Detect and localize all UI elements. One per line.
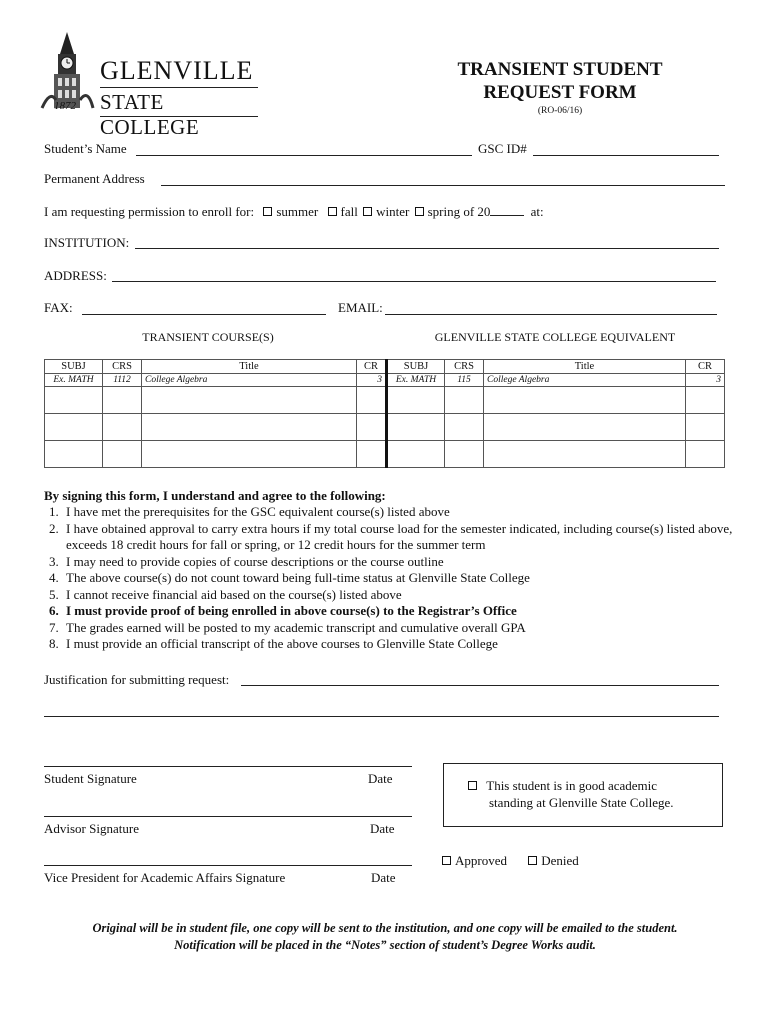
denied-label: Denied: [541, 853, 579, 868]
col-title: Title: [142, 360, 357, 374]
course-table: [44, 359, 725, 468]
logo-line1: GLENVILLE: [100, 56, 254, 85]
justification-field-2[interactable]: [44, 716, 719, 717]
list-item: 2. I have obtained approval to carry extra hours if my total course load for the semester indicated, including course(s) listed above, exceeds 18 credit hours for fall or spring, or 12 credit hours for the summer term: [62, 521, 734, 554]
fax-field[interactable]: [82, 314, 326, 315]
summer-label: summer: [276, 204, 319, 219]
footer-line2: Notification will be placed in the “Notes” section of student’s Degree Works audit.: [174, 938, 596, 952]
example-cell: 115: [445, 374, 484, 387]
fax-label: FAX:: [44, 300, 73, 315]
good-standing-checkbox[interactable]: [468, 781, 477, 790]
footer-line1: Original will be in student file, one copy will be sent to the institution, and one copy will be emailed to the student.: [92, 921, 678, 935]
title-line1: TRANSIENT STUDENT: [457, 59, 663, 80]
standing-line1: This student is in good academic: [486, 778, 658, 793]
spring-year-field[interactable]: [490, 206, 524, 216]
standing-line2: standing at Glenville State College.: [489, 795, 674, 810]
footer-note: [20, 920, 750, 954]
fall-checkbox[interactable]: [328, 207, 337, 216]
email-field[interactable]: [385, 314, 717, 315]
gsc-id-label: GSC ID#: [478, 141, 527, 156]
fall-label: fall: [340, 204, 358, 219]
student-signature-field[interactable]: [44, 766, 412, 767]
spring-label: spring of 20: [427, 204, 491, 219]
table-row[interactable]: [45, 387, 725, 414]
col-cr: CR: [357, 360, 387, 374]
list-item: 5. I cannot receive financial aid based on the course(s) listed above: [62, 587, 734, 604]
enroll-label: I am requesting permission to enroll for:: [44, 204, 255, 219]
spring-checkbox[interactable]: [415, 207, 424, 216]
student-name-label: Student’s Name: [44, 141, 127, 156]
address-field[interactable]: [112, 281, 716, 282]
student-name-field[interactable]: [136, 155, 472, 156]
at-label: at:: [530, 204, 544, 219]
title-line2: REQUEST FORM: [483, 82, 637, 103]
summer-checkbox[interactable]: [263, 207, 272, 216]
list-item: 1. I have met the prerequisites for the GSC equivalent course(s) listed above: [62, 504, 734, 521]
col-subj: SUBJ: [45, 360, 103, 374]
gsc-equivalent-heading: GLENVILLE STATE COLLEGE EQUIVALENT: [434, 330, 676, 344]
agreement-heading: By signing this form, I understand and agree to the following:: [44, 488, 386, 503]
table-row[interactable]: [45, 414, 725, 441]
academic-standing-box: [443, 763, 723, 827]
agreement-section: [44, 487, 734, 653]
col-gsc-subj: SUBJ: [387, 360, 445, 374]
list-item: 6. I must provide proof of being enrolled in above course(s) to the Registrar’s Office: [62, 603, 734, 620]
agreement-list: [44, 504, 734, 653]
approved-checkbox[interactable]: [442, 856, 451, 865]
list-item: 8. I must provide an official transcript of the above courses to Glenville State College: [62, 636, 734, 653]
example-cell: Ex. MATH: [45, 374, 103, 387]
winter-label: winter: [376, 204, 410, 219]
example-cell: 3: [686, 374, 725, 387]
table-row[interactable]: [45, 441, 725, 468]
college-logo: [40, 30, 262, 139]
email-label: EMAIL:: [338, 300, 383, 315]
student-signature-label: Student Signature: [44, 771, 137, 786]
advisor-signature-field[interactable]: [44, 816, 412, 817]
form-code: (RO-06/16): [537, 106, 583, 116]
list-item: 7. The grades earned will be posted to my academic transcript and cumulative overall GPA: [62, 620, 734, 637]
list-item: 4. The above course(s) do not count toward being full-time status at Glenville State College: [62, 570, 734, 587]
col-crs: CRS: [103, 360, 142, 374]
permanent-address-field[interactable]: [161, 185, 725, 186]
justification-field[interactable]: [241, 685, 719, 686]
col-gsc-cr: CR: [686, 360, 725, 374]
example-cell: Ex. MATH: [387, 374, 445, 387]
list-item: 3. I may need to provide copies of course descriptions or the course outline: [62, 554, 734, 571]
justification-label: Justification for submitting request:: [44, 672, 230, 687]
example-cell: College Algebra: [142, 374, 357, 387]
example-cell: College Algebra: [484, 374, 686, 387]
student-date-label: Date: [368, 771, 393, 786]
denied-checkbox[interactable]: [528, 856, 537, 865]
permanent-address-label: Permanent Address: [44, 171, 145, 186]
advisor-date-label: Date: [370, 821, 395, 836]
form-title: [420, 58, 700, 118]
advisor-signature-label: Advisor Signature: [44, 821, 139, 836]
example-cell: 1112: [103, 374, 142, 387]
address-label: ADDRESS:: [44, 268, 107, 283]
logo-line2: STATE COLLEGE: [100, 90, 200, 139]
logo-year: 1872: [54, 100, 76, 112]
winter-checkbox[interactable]: [363, 207, 372, 216]
decision-row: [440, 853, 579, 869]
logo-divider: [100, 87, 258, 88]
approved-label: Approved: [455, 853, 507, 868]
transient-courses-heading: TRANSIENT COURSE(S): [142, 330, 274, 344]
col-gsc-crs: CRS: [445, 360, 484, 374]
institution-label: INSTITUTION:: [44, 235, 130, 250]
example-cell: 3: [357, 374, 387, 387]
vp-date-label: Date: [371, 870, 396, 885]
enroll-row: [44, 204, 544, 220]
example-row: [45, 374, 725, 387]
vp-signature-field[interactable]: [44, 865, 412, 866]
institution-field[interactable]: [135, 248, 719, 249]
gsc-id-field[interactable]: [533, 155, 719, 156]
table-header-row: [45, 360, 725, 374]
col-gsc-title: Title: [484, 360, 686, 374]
vp-signature-label: Vice President for Academic Affairs Signature: [44, 870, 286, 885]
